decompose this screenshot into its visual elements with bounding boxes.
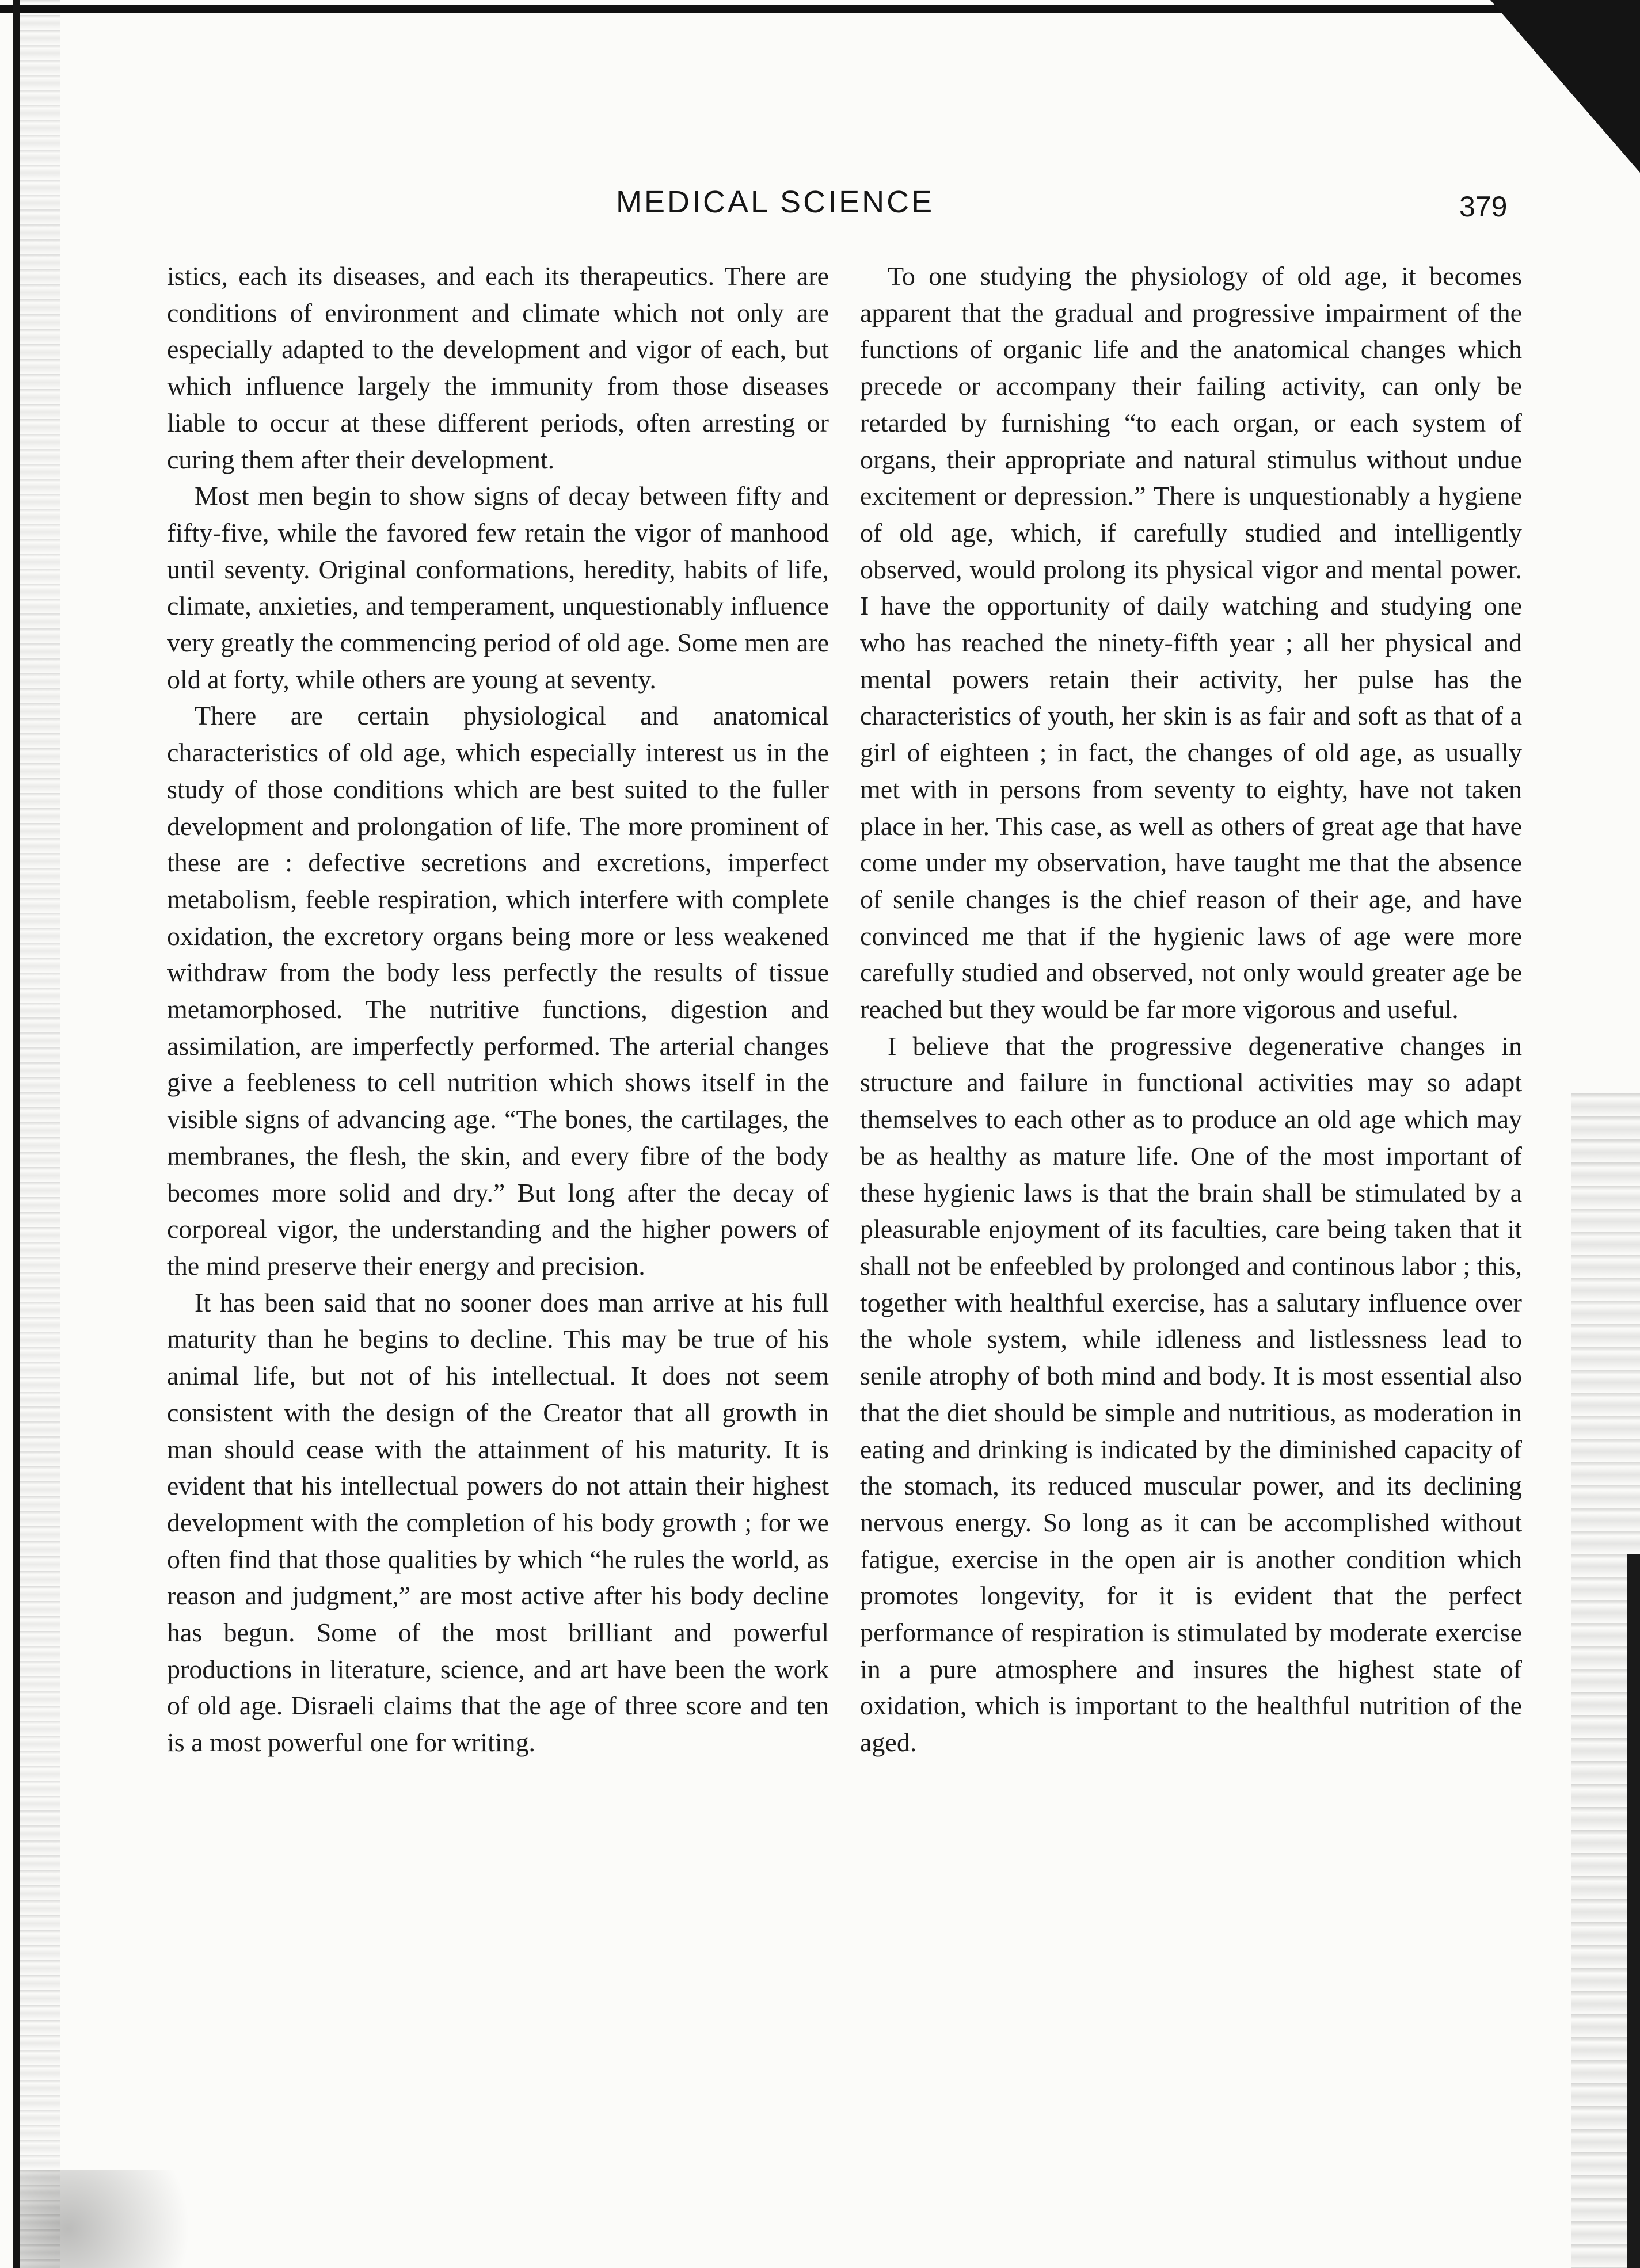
scan-bottom-noise (20, 2170, 261, 2268)
scan-left-noise (20, 0, 60, 2268)
running-head: MEDICAL SCIENCE (616, 185, 935, 219)
paragraph: istics, each its diseases, and each its therapeutics. There are conditions of environment and climate which not only are especially adapted to the development and vigor of each, but which influence largely the immunity from those diseases liable to occur at these different periods, often arresting or curing them after their development. (167, 261, 829, 474)
scan-top-edge (0, 5, 1640, 13)
page-number: 379 (1459, 190, 1508, 223)
scan-right-edge (1627, 1554, 1640, 2268)
paragraph: There are certain physiological and anatomical characteristics of old age, which especially interest us in the study of those conditions which are best suited to the fuller development and prolongation of life. The more prominent of these are : defective secretions and excretions, imperfect metabolism, feeble respiration, which interfere with complete oxidation, the excretory organs being more or less weakened withdraw from the body less perfectly the results of tissue metamorphosed. The nutritive functions, digestion and assimilation, are imperfectly performed. The arterial changes give a feebleness to cell nutrition which shows itself in the visible signs of advancing age. “The bones, the cartilages, the membranes, the flesh, the skin, and every fibre of the body becomes more solid and dry.” But long after the decay of corporeal vigor, the understanding and the higher powers of the mind preserve their energy and precision. (167, 701, 829, 1280)
paragraph: I believe that the progressive degenerative changes in structure and failure in functional activities may so adapt themselves to each other as to produce an old age which may be as healthy as mature life. One of the most important of these hygienic laws is that the brain shall be stimulated by a pleasurable enjoyment of its faculties, care being taken that it shall not be enfeebled by prolonged and continous labor ; this, together with healthful exercise, has a salutary influence over the whole system, while idleness and listlessness lead to senile atrophy of both mind and body. It is most essential also that the diet should be simple and nutritious, as moderation in eating and drinking is indicated by the diminished capacity of the stomach, its reduced muscular power, and its declining nervous energy. So long as it can be accomplished without fatigue, exercise in the open air is another condition which promotes longevity, for it is evident that the perfect performance of respiration is stimulated by moderate exercise in a pure atmosphere and insures the highest state of oxidation, which is important to the healthful nutrition of the aged. (860, 1031, 1522, 1758)
left-column (167, 258, 829, 1761)
scan-left-edge (13, 0, 20, 2268)
paragraph: Most men begin to show signs of decay between fifty and fifty-five, while the favored few retain the vigor of manhood until seventy. Original conformations, heredity, habits of life, climate, anxieties, and temperament, unquestionably influence very greatly the commencing period of old age. Some men are old at forty, while others are young at seventy. (167, 481, 829, 694)
right-column (860, 258, 1522, 1761)
scan-corner-fold (1490, 0, 1640, 173)
paragraph: To one studying the physiology of old age, it becomes apparent that the gradual and progressive impairment of the functions of organic life and the anatomical changes which precede or accompany their failing activity, can only be retarded by furnishing “to each organ, or each system of organs, their appropriate and natural stimulus without undue excitement or depression.” There is unquestionably a hygiene of old age, which, if carefully studied and intelligently observed, would prolong its physical vigor and mental power. I have the opportunity of daily watching and studying one who has reached the ninety-fifth year ; all her physical and mental powers retain their activity, her pulse has the characteristics of youth, her skin is as fair and soft as that of a girl of eighteen ; in fact, the changes of old age, as usually met with in persons from seventy to eighty, have not taken place in her. This case, as well as others of great age that have come under my observation, have taught me that the absence of senile changes is the chief reason of their age, and have convinced me that if the hygienic laws of age were more carefully studied and observed, not only would greater age be reached but they would be far more vigorous and useful. (860, 261, 1522, 1024)
paragraph: It has been said that no sooner does man arrive at his full maturity than he begins to decline. This may be true of his animal life, but not of his intellectual. It does not seem consistent with the design of the Creator that all growth in man should cease with the attainment of his maturity. It is evident that his intellectual powers do not attain their highest development with the completion of his body growth ; for we often find that those qualities by which “he rules the world, as reason and judgment,” are most active after his body decline has begun. Some of the most brilliant and powerful productions in literature, science, and art have been the work of old age. Disraeli claims that the age of three score and ten is a most powerful one for writing. (167, 1287, 829, 1758)
